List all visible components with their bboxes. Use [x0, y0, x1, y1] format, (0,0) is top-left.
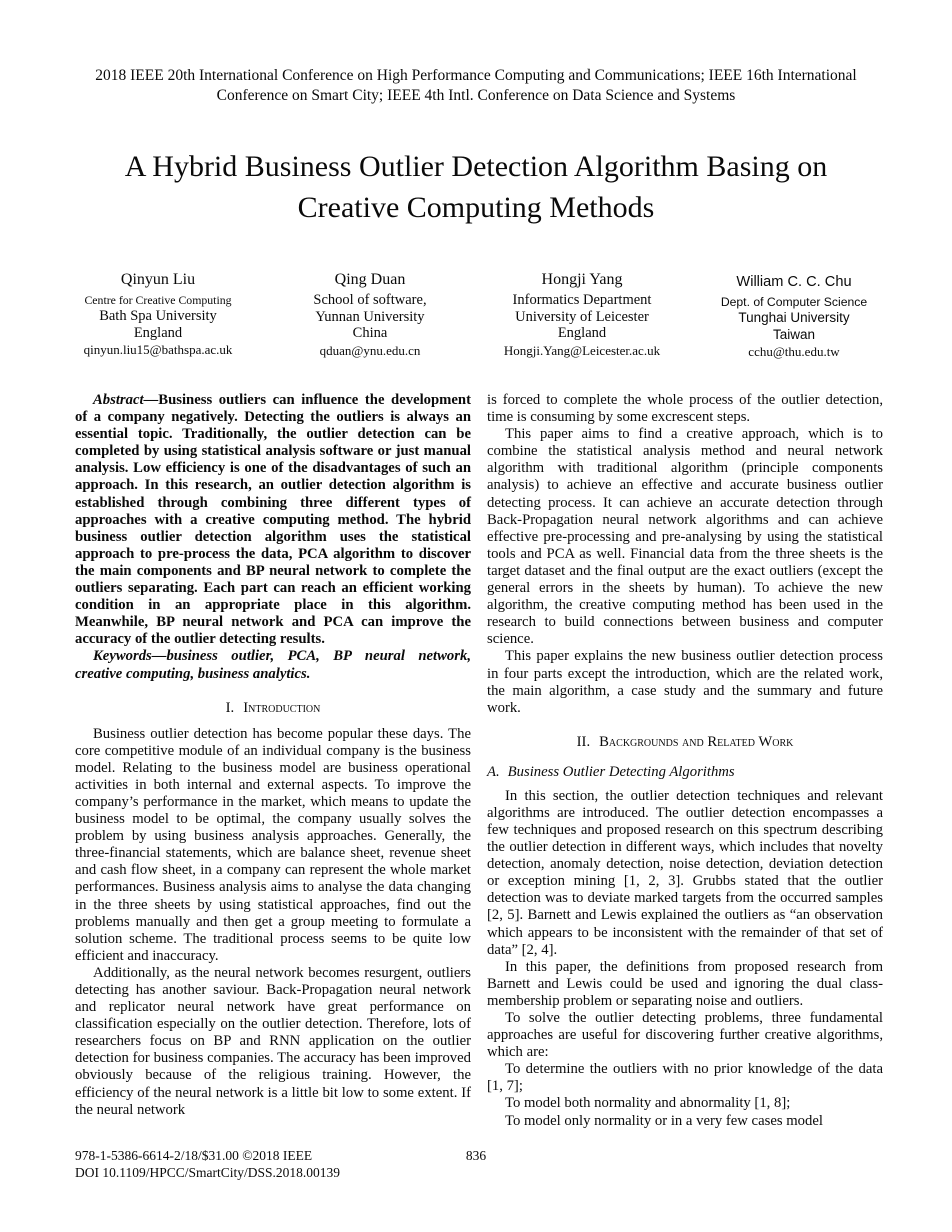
- author-affiliation: England: [133, 324, 183, 341]
- intro-paragraph-1: Business outlier detection has become popular these days. The core competitive module of an individual company is the business model. Relating to the business model are business operational activities in both internal and external aspects. To improve the company’s performance in the market, which means to update the business model to be optimal, the company usually solves the problem by using business analysis approaches. Generally, the three-financial statements, which are balance sheet, revenue sheet and cash flow sheet, in a company can represent the whole market performances. Business analysis aims to analyse the data changing in the three sheets by using statistical approaches, find out the problems manually and then get a group meeting to formulate a solution scheme. The traditional process seems to be quite low efficient and inaccuracy.: [75, 725, 471, 964]
- author-affiliation: England: [557, 325, 607, 341]
- section-heading-related-work: [487, 733, 883, 751]
- abstract-paragraph: [75, 392, 471, 648]
- intro-paragraph-2: Additionally, as the neural network becomes resurgent, outliers detecting has another saviour. Back-Propagation neural network and replicator neural network have great performance on classification especially on the outlier detection. Therefore, lots of researchers focus on BP and RNN application on the outlier detection for business companies. The accuracy has been improved obviously because of the religious training. However, the efficiency of the neural network is a little bit low to some extent. If the neural network: [75, 964, 471, 1118]
- conference-header: 2018 IEEE 20th International Conference on High Performance Computing and Communications; IEEE 16th International Conference on Smart City; IEEE 4th Intl. Conference on Data Science and Systems: [95, 67, 857, 104]
- section-heading-introduction: [75, 699, 471, 717]
- author-email: qduan@ynu.edu.cn: [319, 342, 421, 358]
- related-work-list-item-3: To model only normality or in a very few cases model: [505, 1112, 823, 1129]
- subsection-heading-a: [487, 763, 883, 781]
- author-affiliation: Taiwan: [772, 326, 816, 342]
- author-affiliation: University of Leicester: [515, 308, 649, 325]
- author-block-4: [688, 270, 900, 360]
- section-number: I.: [225, 699, 235, 716]
- section-title: Introduction: [243, 699, 321, 716]
- author-email: qinyun.liu15@bathspa.ac.uk: [83, 342, 233, 357]
- related-work-paragraph-3: To solve the outlier detecting problems, three fundamental approaches are useful for discovering further creative algorithms, which are:: [487, 1010, 883, 1061]
- authors-section: [52, 270, 900, 360]
- author-name: Qinyun Liu: [120, 271, 196, 288]
- author-affiliation: School of software,: [313, 292, 427, 308]
- author-email: cchu@thu.edu.tw: [748, 344, 840, 359]
- page-number: 836: [465, 1148, 487, 1163]
- author-block-2: [264, 270, 476, 360]
- intro-paragraph-4: This paper explains the new business outlier detection process in four parts except the introduction, which are the related work, the main algorithm, a case study and the summary and future work.: [487, 648, 883, 716]
- subsection-label: A.: [487, 763, 500, 780]
- keywords-paragraph: [75, 648, 471, 682]
- author-affiliation: Yunnan University: [315, 308, 425, 325]
- author-affiliation: China: [352, 325, 388, 341]
- footer-copyright: 978-1-5386-6614-2/18/$31.00 ©2018 IEEE: [75, 1148, 313, 1163]
- author-affiliation: Centre for Creative Computing: [84, 293, 232, 307]
- author-affiliation: Dept. of Computer Science: [720, 295, 868, 309]
- author-block-3: [476, 270, 688, 360]
- author-email: Hongji.Yang@Leicester.ac.uk: [503, 342, 661, 358]
- related-work-list-item-2: To model both normality and abnormality [1, 8];: [505, 1095, 791, 1112]
- related-work-paragraph-2: In this paper, the definitions from proposed research from Barnett and Lewis could be used and ignoring the dual class-membership problem or separating noise and outliers.: [487, 958, 883, 1009]
- related-work-paragraph-1: In this section, the outlier detection techniques and relevant algorithms are introduced. The outlier detection encompasses a few techniques and proposed research on this spectrum describing the outlier detection in different ways, which includes that novelty detection, anomaly detection, noise detection, deviation detection or exception mining [1, 2, 3]. Grubbs stated that the outlier detection was to deviate marked targets from the occurred samples [2, 5]. Barnett and Lewis explained the outliers as “an observation which appears to be inconsistent with the remainder of that set of data” [2, 4].: [487, 787, 883, 958]
- author-affiliation: Bath Spa University: [99, 308, 217, 324]
- intro-paragraph-3: This paper aims to find a creative approach, which is to combine the statistical analysis method and neural network algorithm with traditional algorithm (principle components analysis) to achieve an effective and accurate business outlier detecting process. It can achieve an accurate detection through Back-Propagation neural network algorithms and can achieve effective pre-processing and pre-analysing by using the statistical tools and PCA as well. Financial data from the three sheets is the target dataset and the final output are the exact outliers (except the general errors in the sheets by human). To achieve the new algorithm, the creative computing method has been used in the research to build connections between business and computer science.: [487, 426, 883, 648]
- author-affiliation: Tunghai University: [738, 310, 850, 325]
- abstract-text: Business outliers can influence the development of a company negatively. Detecting the outliers is always an essential topic. Traditionally, the outlier detection can be completed by using statistical analysis software or just manual analysis. Low efficiency is one of the disadvantages of such an approach. In this research, an outlier detection algorithm is established through combining three different types of approaches with a creative computing method. The hybrid business outlier detection algorithm uses the statistical approach to pre-process the data, PCA algorithm to discover the main components and BP neural network to complete the outliers separating. Each part can reach an efficient working condition in an appropriate place in this algorithm. Meanwhile, BP neural network and PCA can improve the accuracy of the outlier detecting results.: [75, 392, 471, 648]
- related-work-list-item-1: To determine the outliers with no prior knowledge of the data [1, 7];: [487, 1061, 883, 1095]
- author-affiliation: Informatics Department: [512, 292, 652, 308]
- keywords-lead: Keywords—: [93, 648, 167, 665]
- intro-paragraph-2-continued: is forced to complete the whole process of the outlier detection, time is consuming by some excrescent steps.: [487, 392, 883, 426]
- column-left: [75, 392, 471, 1130]
- author-name: Hongji Yang: [541, 271, 623, 288]
- abstract-lead: Abstract—: [93, 392, 159, 408]
- author-name: William C. C. Chu: [736, 274, 852, 290]
- column-right: [487, 392, 883, 1130]
- paper-title: A Hybrid Business Outlier Detection Algorithm Basing on Creative Computing Methods: [124, 150, 828, 224]
- section-number: II.: [576, 733, 591, 750]
- keywords-text: business outlier, PCA, BP neural network, creative computing, business analytics.: [75, 648, 471, 682]
- paper-body: [75, 392, 883, 1130]
- author-name: Qing Duan: [334, 271, 406, 288]
- section-title: Backgrounds and Related Work: [599, 733, 794, 750]
- subsection-title: Business Outlier Detecting Algorithms: [507, 763, 735, 780]
- author-block-1: [52, 270, 264, 360]
- footer-doi: DOI 10.1109/HPCC/SmartCity/DSS.2018.00139: [75, 1164, 341, 1180]
